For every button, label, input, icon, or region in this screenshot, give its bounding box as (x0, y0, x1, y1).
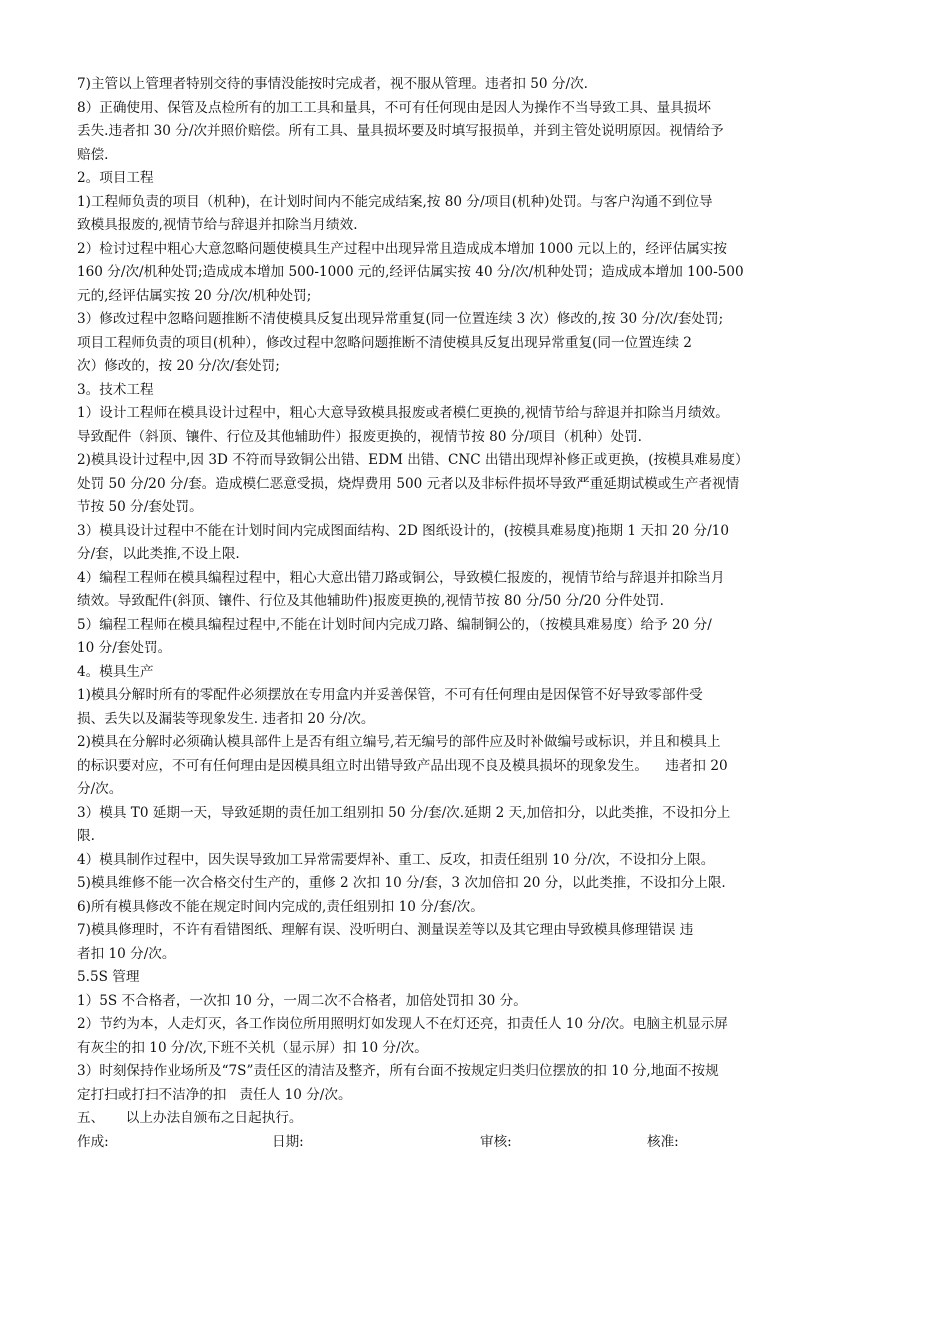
text-line: 160 分/次/机种处罚;造成成本增加 500-1000 元的,经评估属实按 40 分/次/机种处罚；造成成本增加 100-500 (77, 264, 744, 280)
text-line: 处罚 50 分/20 分/套。造成模仁恶意受损，烧焊费用 500 元者以及非标件损坏导致严重延期试模或生产者视情 (77, 475, 740, 492)
text-line: 2。项目工程 (77, 170, 154, 186)
document-body (77, 73, 877, 1131)
text-line: 者扣 10 分/次。 (77, 945, 176, 962)
text-line: 五、 以上办法自颁布之日起执行。 (77, 1110, 303, 1126)
text-line: 3）模具 T0 延期一天，导致延期的责任加工组别扣 50 分/套/次.延期 2 天,加倍扣分，以此类推，不设扣分上 (77, 804, 731, 821)
text-line: 1)工程师负责的项目（机种)，在计划时间内不能完成结案,按 80 分/项目(机种)处罚。与客户沟通不到位导 (77, 193, 713, 210)
text-line: 10 分/套处罚。 (77, 640, 172, 656)
text-line: 赔偿. (77, 146, 109, 163)
text-line: 致模具报废的,视情节给与辞退并扣除当月绩效. (77, 217, 358, 233)
date-label: 日期: (272, 1133, 304, 1150)
text-line: 1）设计工程师在模具设计过程中，粗心大意导致模具报废或者模仁更换的,视情节给与辞退并扣除当月绩效。 (77, 405, 729, 421)
text-line: 损、丢失以及漏装等现象发生. 违者扣 20 分/次。 (77, 710, 375, 727)
text-line: 丢失.违者扣 30 分/次并照价赔偿。所有工具、量具损坏要及时填写报损单，并到主管处说明原因。视情给予 (77, 123, 724, 139)
text-line: 绩效。导致配件(斜顶、镶件、行位及其他辅助件)报废更换的,视情节按 80 分/50 分/20 分件处罚. (77, 593, 664, 609)
document-page (77, 73, 877, 1154)
approve-label: 核准: (647, 1133, 679, 1150)
text-line: 3）时刻保持作业场所及“7S”责任区的清洁及整齐，所有台面不按规定归类归位摆放的扣 10 分,地面不按规 (77, 1063, 719, 1079)
signature-row (77, 1131, 877, 1155)
text-line: 元的,经评估属实按 20 分/次/机种处罚; (77, 287, 312, 304)
text-line: 2)模具设计过程中,因 3D 不符而导致铜公出错、EDM 出错、CNC 出错出现焊补修正或更换，(按模具难易度） (77, 452, 749, 468)
text-line: 3）模具设计过程中不能在计划时间内完成图面结构、2D 图纸设计的，(按模具难易度)拖期 1 天扣 20 分/10 (77, 522, 729, 539)
text-line: 2)模具在分解时必须确认模具部件上是否有组立编号,若无编号的部件应及时补做编号或标识，并且和模具上 (77, 734, 721, 750)
text-line: 5)模具维修不能一次合格交付生产的，重修 2 次扣 10 分/套，3 次加倍扣 20 分，以此类推，不设扣分上限. (77, 875, 726, 891)
text-line: 定打扫或打扫不洁净的扣 责任人 10 分/次。 (77, 1086, 352, 1103)
text-line: 4）编程工程师在模具编程过程中，粗心大意出错刀路或铜公，导致模仁报废的，视情节给与辞退并扣除当月 (77, 569, 725, 586)
text-line: 7)模具修理时，不许有看错图纸、理解有误、没听明白、测量误差等以及其它理由导致模具修理错误 违 (77, 922, 694, 938)
text-line: 4。模具生产 (77, 663, 154, 680)
text-line: 导致配件（斜顶、镶件、行位及其他辅助件）报废更换的，视情节按 80 分/项目（机种）处罚. (77, 428, 642, 445)
text-line: 的标识要对应，不可有任何理由是因模具组立时出错导致产品出现不良及模具损坏的现象发生。 违者扣 20 (77, 757, 728, 774)
text-line: 有灰尘的扣 10 分/次,下班不关机（显示屏）扣 10 分/次。 (77, 1039, 428, 1056)
text-line: 次）修改的，按 20 分/次/套处罚; (77, 358, 280, 374)
text-line: 分/套，以此类推,不设上限. (77, 546, 240, 562)
text-line: 3。技术工程 (77, 381, 154, 398)
text-line: 项目工程师负责的项目(机种），修改过程中忽略问题推断不清使模具反复出现异常重复(同一位置连续 2 (77, 334, 692, 351)
text-line: 限. (77, 828, 95, 844)
text-line: 5）编程工程师在模具编程过程中,不能在计划时间内完成刀路、编制铜公的，（按模具难易度）给予 20 分/ (77, 616, 712, 633)
text-line: 8）正确使用、保管及点检所有的加工工具和量具，不可有任何现由是因人为操作不当导致工具、量具损坏 (77, 99, 711, 116)
text-line: 分/次。 (77, 781, 123, 797)
text-line: 2）节约为本，人走灯灭，各工作岗位所用照明灯如发现人不在灯还亮，扣责任人 10 分/次。电脑主机显示屏 (77, 1016, 728, 1032)
made-by-label: 作成: (77, 1133, 109, 1150)
text-line: 3）修改过程中忽略问题推断不清使模具反复出现异常重复(同一位置连续 3 次）修改的,按 30 分/次/套处罚; (77, 311, 724, 327)
text-line: 7)主管以上管理者特别交待的事情没能按时完成者，视不服从管理。违者扣 50 分/次. (77, 76, 588, 92)
text-line: 6)所有模具修改不能在规定时间内完成的,责任组别扣 10 分/套/次。 (77, 898, 484, 915)
review-label: 审核: (480, 1133, 512, 1150)
text-line: 节按 50 分/套处罚。 (77, 499, 203, 515)
text-line: 4）模具制作过程中，因失误导致加工异常需要焊补、重工、反攻，扣责任组别 10 分/次，不设扣分上限。 (77, 851, 715, 868)
text-line: 1）5S 不合格者，一次扣 10 分，一周二次不合格者，加倍处罚扣 30 分。 (77, 992, 527, 1009)
text-line: 1)模具分解时所有的零配件必须摆放在专用盒内并妥善保管，不可有任何理由是因保管不好导致零部件受 (77, 687, 703, 703)
text-line: 5.5S 管理 (77, 969, 140, 985)
text-line: 2）检讨过程中粗心大意忽略问题使模具生产过程中出现异常且造成成本增加 1000 元以上的，经评估属实按 (77, 240, 728, 257)
